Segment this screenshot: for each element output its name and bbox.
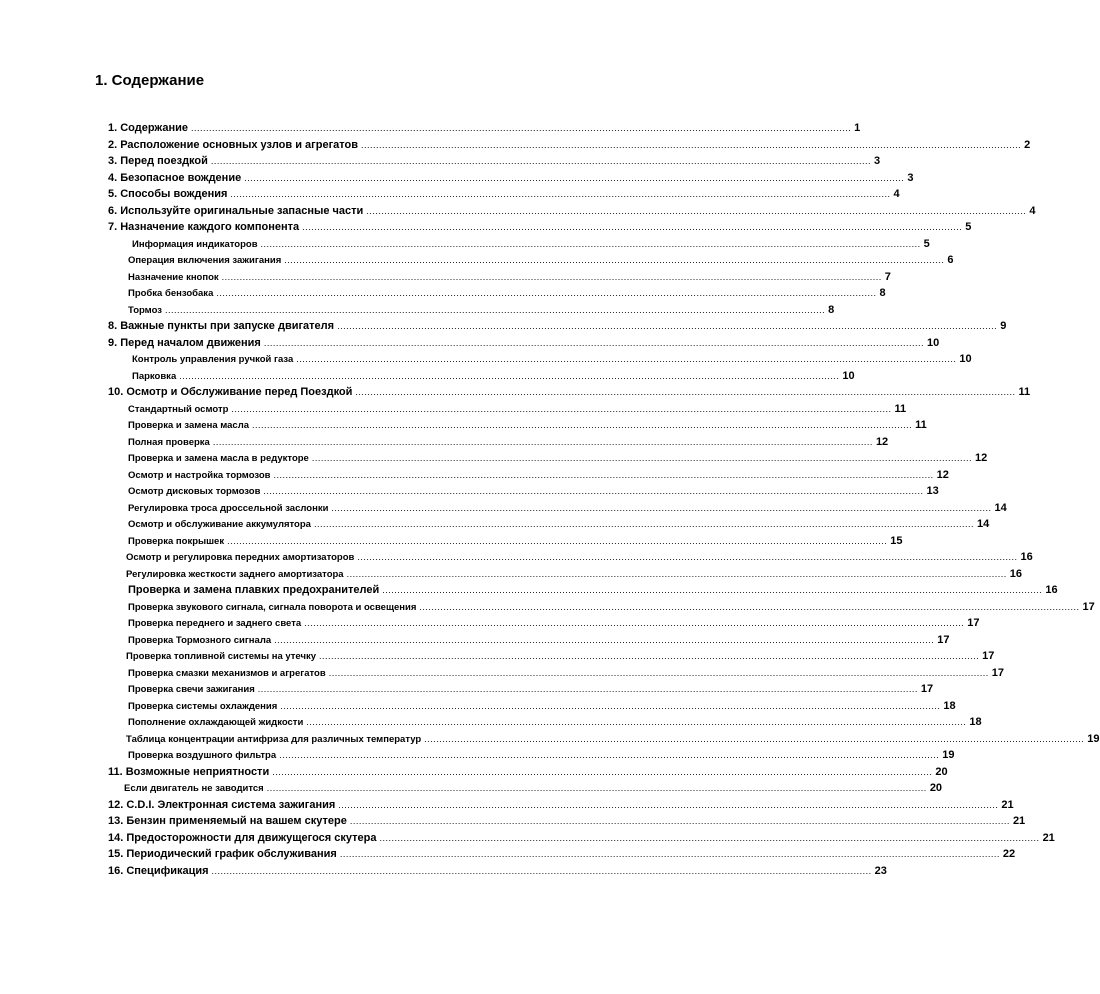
toc-entry[interactable] [108,336,940,354]
toc-entry-label: Осмотр дисковых тормозов [128,486,261,497]
dot-leader: ............................................................................................................................................................................................................................ [280,700,941,711]
toc-entry-label: Проверка и замена масла [128,420,250,431]
dot-leader: ............................................................................................................................................................................................................................ [263,486,924,496]
toc-entry[interactable] [108,155,881,172]
dot-leader: ............................................................................................................................................................................................................................ [221,271,882,282]
toc-entry[interactable] [108,171,914,189]
dot-leader: ............................................................................................................................................................................................................................ [230,189,891,199]
toc-entry-page-number: 2 [1024,138,1031,151]
toc-entry[interactable] [108,716,982,733]
toc-entry-page-number: 16 [1020,551,1033,563]
toc-entry-page-number: 17 [982,650,995,662]
toc-entry-page-number: 11 [915,419,927,431]
toc-entry-page-number: 18 [969,716,982,728]
toc-entry-label: 6. Используйте оригинальные запасные части [108,204,364,217]
toc-entry-label: 12. C.D.I. Электронная система зажигания [108,798,336,811]
toc-entry-label: Парковка [132,370,177,382]
toc-entry[interactable] [108,749,955,766]
toc-entry[interactable] [108,122,861,139]
toc-entry-page-number: 21 [1012,815,1026,827]
toc-entry[interactable] [108,419,927,436]
dot-leader: ............................................................................................................................................................................................................................ [346,568,1007,579]
toc-entry[interactable] [108,452,988,469]
dot-leader: ............................................................................................................................................................................................................................ [266,783,927,793]
toc-entry-page-number: 11 [894,402,907,415]
dot-leader: ............................................................................................................................................................................................................................ [227,535,888,546]
page-title: 1. Содержание [95,72,205,89]
toc-entry-page-number: 17 [920,683,934,695]
toc-entry-page-number: 16 [1045,584,1058,596]
toc-entry-label: Проверка топливной системы на утечку [126,651,317,662]
toc-entry[interactable] [108,633,950,651]
toc-entry-label: Осмотр и настройка тормозов [128,469,271,481]
toc-entry-page-number: 12 [936,468,949,481]
toc-entry[interactable] [108,353,972,370]
toc-entry-label: 10. Осмотр и Обслуживание перед Поездкой [108,386,353,398]
toc-entry-label: Пополнение охлаждающей жидкости [128,717,304,728]
toc-entry-label: 5. Способы вождения [108,188,228,200]
dot-leader: ............................................................................................................................................................................................................................ [339,849,1000,859]
toc-entry[interactable] [108,468,949,486]
dot-leader: ............................................................................................................................................................................................................................ [355,387,1016,397]
toc-entry[interactable] [108,666,1005,684]
toc-entry-label: 7. Назначение каждого компонента [108,221,300,233]
toc-entry-label: Проверка звукового сигнала, сигнала поворота и освещения [128,601,417,613]
toc-entry-label: 8. Важные пункты при запуске двигателя [108,320,335,332]
toc-entry-label: Проверка системы охлаждения [128,700,278,712]
dot-leader: ............................................................................................................................................................................................................................ [338,799,999,810]
toc-entry-page-number: 12 [875,435,889,448]
toc-entry-label: Операция включения зажигания [128,255,282,266]
dot-leader: ............................................................................................................................................................................................................................ [257,684,918,694]
toc-entry-page-number: 13 [926,485,939,497]
dot-leader: ............................................................................................................................................................................................................................ [424,733,1085,744]
toc-entry[interactable] [108,831,1055,849]
dot-leader: ............................................................................................................................................................................................................................ [279,750,940,760]
toc-entry-page-number: 8 [828,303,835,316]
toc-entry[interactable] [108,485,939,502]
toc-entry-label: Полная проверка [128,436,210,448]
toc-entry-label: Проверка воздушного фильтра [128,750,277,761]
toc-entry-page-number: 11 [1018,386,1031,398]
toc-entry[interactable] [108,683,934,700]
toc-entry-page-number: 23 [874,864,887,877]
toc-entry[interactable] [108,732,1100,750]
toc-entry[interactable] [108,584,1058,601]
toc-entry-page-number: 16 [1009,567,1022,580]
toc-entry-page-number: 4 [893,188,900,200]
dot-leader: ............................................................................................................................................................................................................................ [216,288,877,298]
toc-entry-label: Информация индикаторов [132,238,258,250]
toc-entry-page-number: 8 [879,287,886,299]
dot-leader: ............................................................................................................................................................................................................................ [212,436,873,447]
toc-entry[interactable] [108,369,855,387]
dot-leader: ............................................................................................................................................................................................................................ [211,865,872,876]
toc-entry[interactable] [108,138,1031,156]
toc-entry-page-number: 14 [977,518,990,530]
toc-entry[interactable] [108,237,930,255]
toc-entry-label: Проверка и замена плавких предохранителей [128,584,380,596]
toc-entry[interactable] [108,501,1007,519]
toc-entry[interactable] [108,699,956,717]
toc-entry-label: Осмотр и регулировка передних амортизаторов [126,552,355,563]
toc-entry-page-number: 19 [942,749,955,761]
toc-entry-page-number: 19 [1087,732,1100,745]
toc-entry-page-number: 15 [890,534,903,547]
toc-entry-page-number: 17 [991,666,1005,679]
toc-entry-page-number: 7 [884,270,891,283]
dot-leader: ............................................................................................................................................................................................................................ [331,502,992,513]
toc-entry-label: Проверка свечи зажигания [128,684,255,695]
toc-entry-page-number: 14 [994,501,1007,514]
toc-entry[interactable] [108,270,891,288]
toc-entry-label: Контроль управления ручкой газа [132,354,294,365]
dot-leader: ............................................................................................................................................................................................................................ [252,420,913,430]
toc-entry-label: Проверка и замена масла в редукторе [128,453,309,464]
toc-entry-label: Проверка Тормозного сигнала [128,634,272,646]
toc-entry-page-number: 10 [842,369,855,382]
dot-leader: ............................................................................................................................................................................................................................ [328,667,989,678]
toc-entry-label: 14. Предосторожности для движущегося скутера [108,831,377,844]
toc-entry[interactable] [108,386,1031,403]
toc-entry-label: Проверка смазки механизмов и агрегатов [128,667,326,679]
toc-entry[interactable] [108,617,980,634]
toc-entry-page-number: 20 [935,765,948,778]
toc-entry-label: Таблица концентрации антифриза для различных температур [126,733,422,745]
toc-entry-page-number: 22 [1002,848,1016,860]
dot-leader: ............................................................................................................................................................................................................................ [313,519,975,529]
dot-leader: ............................................................................................................................................................................................................................ [260,238,921,249]
toc-entry-label: Осмотр и обслуживание аккумулятора [128,519,311,530]
toc-entry[interactable] [108,798,1014,816]
toc-entry-page-number: 17 [1082,600,1095,613]
dot-leader: ............................................................................................................................................................................................................................ [382,585,1043,595]
toc-entry-label: 1. Содержание [108,122,188,134]
dot-leader: ............................................................................................................................................................................................................................ [337,321,998,331]
toc-entry-page-number: 9 [1000,320,1007,332]
toc-entry-label: 9. Перед началом движения [108,336,261,349]
toc-entry[interactable] [108,221,972,238]
toc-entry-page-number: 21 [1042,831,1055,844]
toc-entry-label: 2. Расположение основных узлов и агрегатов [108,138,358,151]
toc-entry[interactable] [108,551,1033,568]
dot-leader: ............................................................................................................................................................................................................................ [272,766,933,777]
toc-entry[interactable] [108,254,954,271]
table-of-contents [108,122,1100,881]
dot-leader: ............................................................................................................................................................................................................................ [191,123,852,133]
dot-leader: ............................................................................................................................................................................................................................ [419,601,1080,612]
toc-entry-page-number: 5 [923,237,930,250]
toc-entry[interactable] [108,435,889,453]
toc-entry[interactable] [108,567,1022,585]
dot-leader: ............................................................................................................................................................................................................................ [357,552,1018,562]
toc-entry[interactable] [108,534,903,552]
toc-entry-label: Тормоз [128,304,162,316]
toc-entry[interactable] [108,765,948,783]
toc-entry-page-number: 21 [1001,798,1014,811]
toc-entry-label: 15. Периодический график обслуживания [108,848,337,860]
toc-entry-page-number: 17 [967,617,980,629]
toc-entry-label: Стандартный осмотр [128,403,229,415]
toc-entry[interactable] [108,320,1007,337]
toc-entry-page-number: 3 [874,155,881,167]
toc-entry[interactable] [108,402,907,420]
dot-leader: ............................................................................................................................................................................................................................ [273,469,934,480]
toc-entry[interactable] [108,303,835,321]
toc-entry[interactable] [108,815,1026,832]
toc-entry[interactable] [108,650,995,667]
dot-leader: ............................................................................................................................................................................................................................ [165,304,826,315]
toc-entry-label: 3. Перед поездкой [108,155,208,167]
toc-entry-page-number: 6 [947,254,954,266]
dot-leader: ............................................................................................................................................................................................................................ [210,156,872,166]
dot-leader: ............................................................................................................................................................................................................................ [319,651,980,661]
toc-entry[interactable] [108,848,1016,865]
dot-leader: ............................................................................................................................................................................................................................ [263,337,924,348]
toc-entry-page-number: 5 [965,221,972,233]
toc-entry-label: Если двигатель не заводится [124,783,264,794]
toc-entry-page-number: 12 [974,452,988,464]
toc-entry-page-number: 10 [926,336,940,349]
toc-entry-label: Назначение кнопок [128,271,219,283]
toc-entry-page-number: 20 [929,782,943,794]
toc-entry-label: 4. Безопасное вождение [108,171,242,184]
dot-leader: ............................................................................................................................................................................................................................ [302,222,963,232]
toc-entry-page-number: 3 [907,171,914,184]
toc-entry[interactable] [108,782,943,799]
toc-entry-page-number: 1 [854,122,861,134]
dot-leader: ............................................................................................................................................................................................................................ [304,618,965,628]
dot-leader: ............................................................................................................................................................................................................................ [244,172,905,183]
toc-entry-page-number: 10 [959,353,972,365]
toc-entry-label: 11. Возможные неприятности [108,765,270,778]
dot-leader: ............................................................................................................................................................................................................................ [179,370,840,381]
dot-leader: ............................................................................................................................................................................................................................ [231,403,892,414]
toc-entry[interactable] [108,188,900,205]
dot-leader: ............................................................................................................................................................................................................................ [361,139,1022,150]
toc-entry-label: Регулировка жесткости заднего амортизатора [126,568,344,580]
dot-leader: ............................................................................................................................................................................................................................ [366,205,1027,216]
dot-leader: ............................................................................................................................................................................................................................ [284,255,945,265]
toc-entry-label: Пробка бензобака [128,288,214,299]
toc-entry[interactable] [108,864,887,882]
toc-entry-label: 13. Бензин применяемый на вашем скутере [108,815,347,827]
dot-leader: ............................................................................................................................................................................................................................ [296,354,957,364]
toc-entry-label: Проверка переднего и заднего света [128,618,302,629]
dot-leader: ............................................................................................................................................................................................................................ [379,832,1040,843]
dot-leader: ............................................................................................................................................................................................................................ [349,816,1010,826]
toc-entry[interactable] [108,518,990,535]
toc-entry-page-number: 17 [937,633,950,646]
toc-entry-label: Регулировка троса дроссельной заслонки [128,502,329,514]
toc-entry[interactable] [108,204,1036,222]
toc-entry-label: Проверка покрышек [128,535,225,547]
toc-entry-label: 16. Спецификация [108,864,209,877]
dot-leader: ............................................................................................................................................................................................................................ [274,634,935,645]
toc-entry[interactable] [108,600,1095,618]
toc-entry-page-number: 18 [943,699,956,712]
toc-entry[interactable] [108,287,886,304]
toc-entry-page-number: 4 [1029,204,1036,217]
dot-leader: ............................................................................................................................................................................................................................ [306,717,967,727]
dot-leader: ............................................................................................................................................................................................................................ [311,453,972,463]
